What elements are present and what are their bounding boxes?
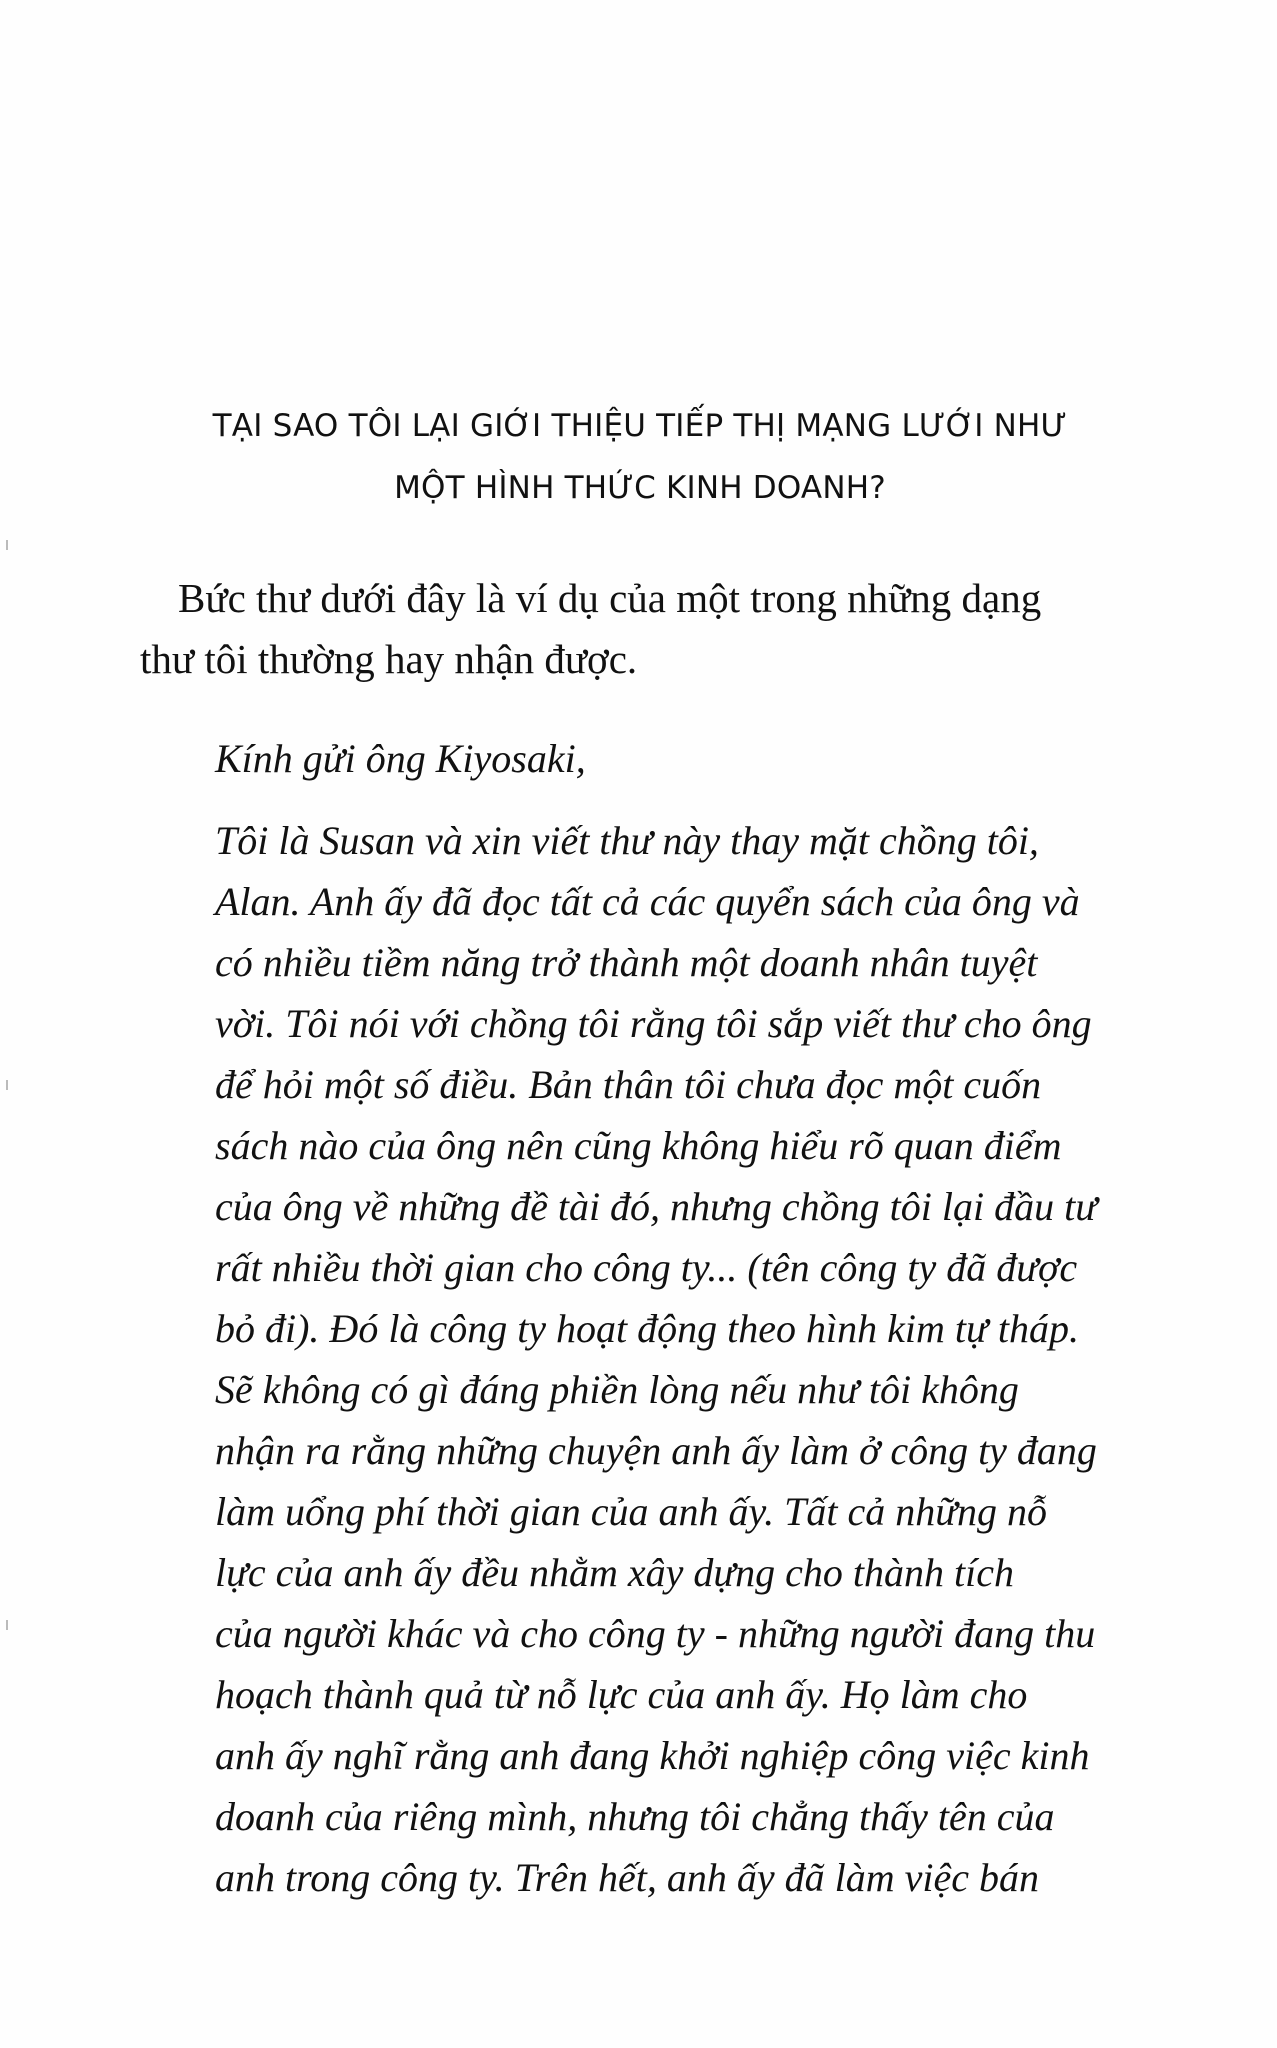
intro-line-1: Bức thư dưới đây là ví dụ của một trong những dạng [178, 575, 1042, 621]
letter-line: doanh của riêng mình, nhưng tôi chẳng thấy tên của [215, 1794, 1055, 1839]
letter-body [215, 810, 1165, 1908]
letter-line: sách nào của ông nên cũng không hiểu rõ quan điểm [215, 1123, 1062, 1168]
letter-salutation: Kính gửi ông Kiyosaki, [215, 736, 586, 781]
letter-line: bỏ đi). Đó là công ty hoạt động theo hình kim tự tháp. [215, 1306, 1079, 1351]
letter-line: Alan. Anh ấy đã đọc tất cả các quyển sách của ông và [215, 879, 1080, 924]
letter-line: nhận ra rằng những chuyện anh ấy làm ở công ty đang [215, 1428, 1097, 1473]
heading-line-2: MỘT HÌNH THỨC KINH DOANH? [394, 470, 886, 506]
scan-mark [6, 1620, 8, 1630]
letter-line: anh trong công ty. Trên hết, anh ấy đã làm việc bán [215, 1855, 1039, 1900]
letter-line: hoạch thành quả từ nỗ lực của anh ấy. Họ làm cho [215, 1672, 1028, 1717]
section-heading [140, 395, 1140, 519]
letter-line: của ông về những đề tài đó, nhưng chồng tôi lại đầu tư [215, 1184, 1098, 1229]
scan-mark [6, 540, 8, 550]
letter-line: có nhiều tiềm năng trở thành một doanh nhân tuyệt [215, 940, 1038, 985]
heading-line-1: TẠI SAO TÔI LẠI GIỚI THIỆU TIẾP THỊ MẠNG LƯỚI NHƯ [212, 408, 1068, 444]
letter-line: vời. Tôi nói với chồng tôi rằng tôi sắp viết thư cho ông [215, 1001, 1092, 1046]
letter-line: lực của anh ấy đều nhằm xây dựng cho thành tích [215, 1550, 1015, 1595]
intro-line-2: thư tôi thường hay nhận được. [140, 636, 638, 682]
scan-mark [6, 1080, 8, 1090]
letter-line: Tôi là Susan và xin viết thư này thay mặt chồng tôi, [215, 818, 1039, 863]
letter-line: của người khác và cho công ty - những người đang thu [215, 1611, 1096, 1656]
letter-line: Sẽ không có gì đáng phiền lòng nếu như tôi không [215, 1367, 1019, 1412]
letter-line: rất nhiều thời gian cho công ty... (tên công ty đã được [215, 1245, 1078, 1290]
letter-line: anh ấy nghĩ rằng anh đang khởi nghiệp công việc kinh [215, 1733, 1090, 1778]
intro-paragraph [140, 568, 1140, 690]
letter-line: làm uổng phí thời gian của anh ấy. Tất cả những nỗ [215, 1489, 1048, 1534]
letter-line: để hỏi một số điều. Bản thân tôi chưa đọc một cuốn [215, 1062, 1042, 1107]
